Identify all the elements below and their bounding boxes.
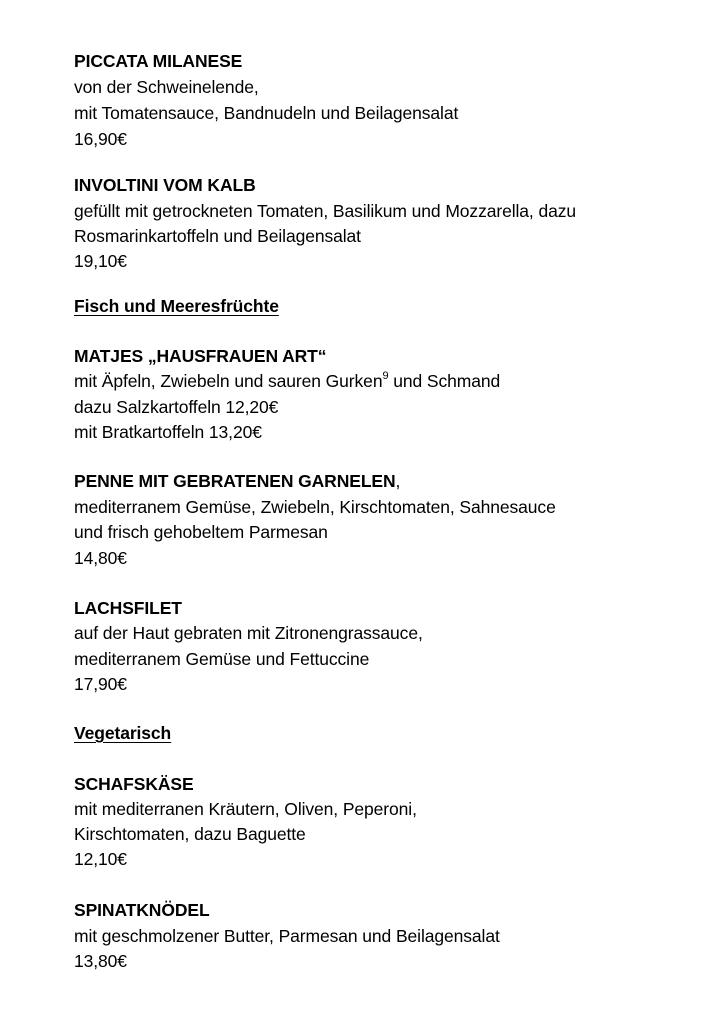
dish-name: MATJES „HAUSFRAUEN ART“ [74, 346, 327, 366]
section-heading-fisch: Fisch und Meeresfrüchte [74, 296, 279, 316]
dish-name: LACHSFILET [74, 598, 182, 618]
dish-description: gefüllt mit getrockneten Tomaten, Basilikum und Mozzarella, dazu [74, 201, 577, 221]
dish-price: 13,80€ [74, 951, 127, 971]
dish-price: 14,80€ [74, 548, 127, 568]
dish-price-option: mit Bratkartoffeln 13,20€ [74, 422, 262, 442]
dish-description: von der Schweinelende, [74, 77, 259, 97]
dish-name-line [74, 470, 400, 492]
dish-description: auf der Haut gebraten mit Zitronengrassauce, [74, 623, 423, 643]
dish-description: mit Tomatensauce, Bandnudeln und Beilagensalat [74, 103, 459, 123]
dish-description: mit geschmolzener Butter, Parmesan und Beilagensalat [74, 926, 500, 946]
dish-price: 19,10€ [74, 251, 127, 271]
dish-price: 16,90€ [74, 129, 127, 149]
dish-name: SPINATKNÖDEL [74, 900, 210, 920]
footnote-marker: 9 [382, 370, 389, 383]
section-heading-vegetarisch: Vegetarisch [74, 723, 172, 743]
dish-description-text: mit Äpfeln, Zwiebeln und sauren Gurken [74, 371, 383, 391]
dish-price: 12,10€ [74, 849, 127, 869]
dish-price: 17,90€ [74, 674, 127, 694]
dish-name: PENNE MIT GEBRATENEN GARNELEN [74, 471, 396, 491]
dish-description [74, 370, 500, 392]
dish-description: mit mediterranen Kräutern, Oliven, Peperoni, [74, 799, 417, 819]
dish-name-suffix: , [395, 471, 401, 491]
dish-name: INVOLTINI VOM KALB [74, 175, 256, 195]
dish-price-option: dazu Salzkartoffeln 12,20€ [74, 397, 279, 417]
dish-description: mediterranem Gemüse, Zwiebeln, Kirschtomaten, Sahnesauce [74, 497, 556, 517]
dish-description: mediterranem Gemüse und Fettuccine [74, 649, 370, 669]
dish-description-text: und Schmand [388, 371, 501, 391]
dish-description: und frisch gehobeltem Parmesan [74, 522, 328, 542]
dish-description: Kirschtomaten, dazu Baguette [74, 824, 306, 844]
dish-description: Rosmarinkartoffeln und Beilagensalat [74, 226, 361, 246]
dish-name: PICCATA MILANESE [74, 51, 243, 71]
dish-name: SCHAFSKÄSE [74, 774, 194, 794]
